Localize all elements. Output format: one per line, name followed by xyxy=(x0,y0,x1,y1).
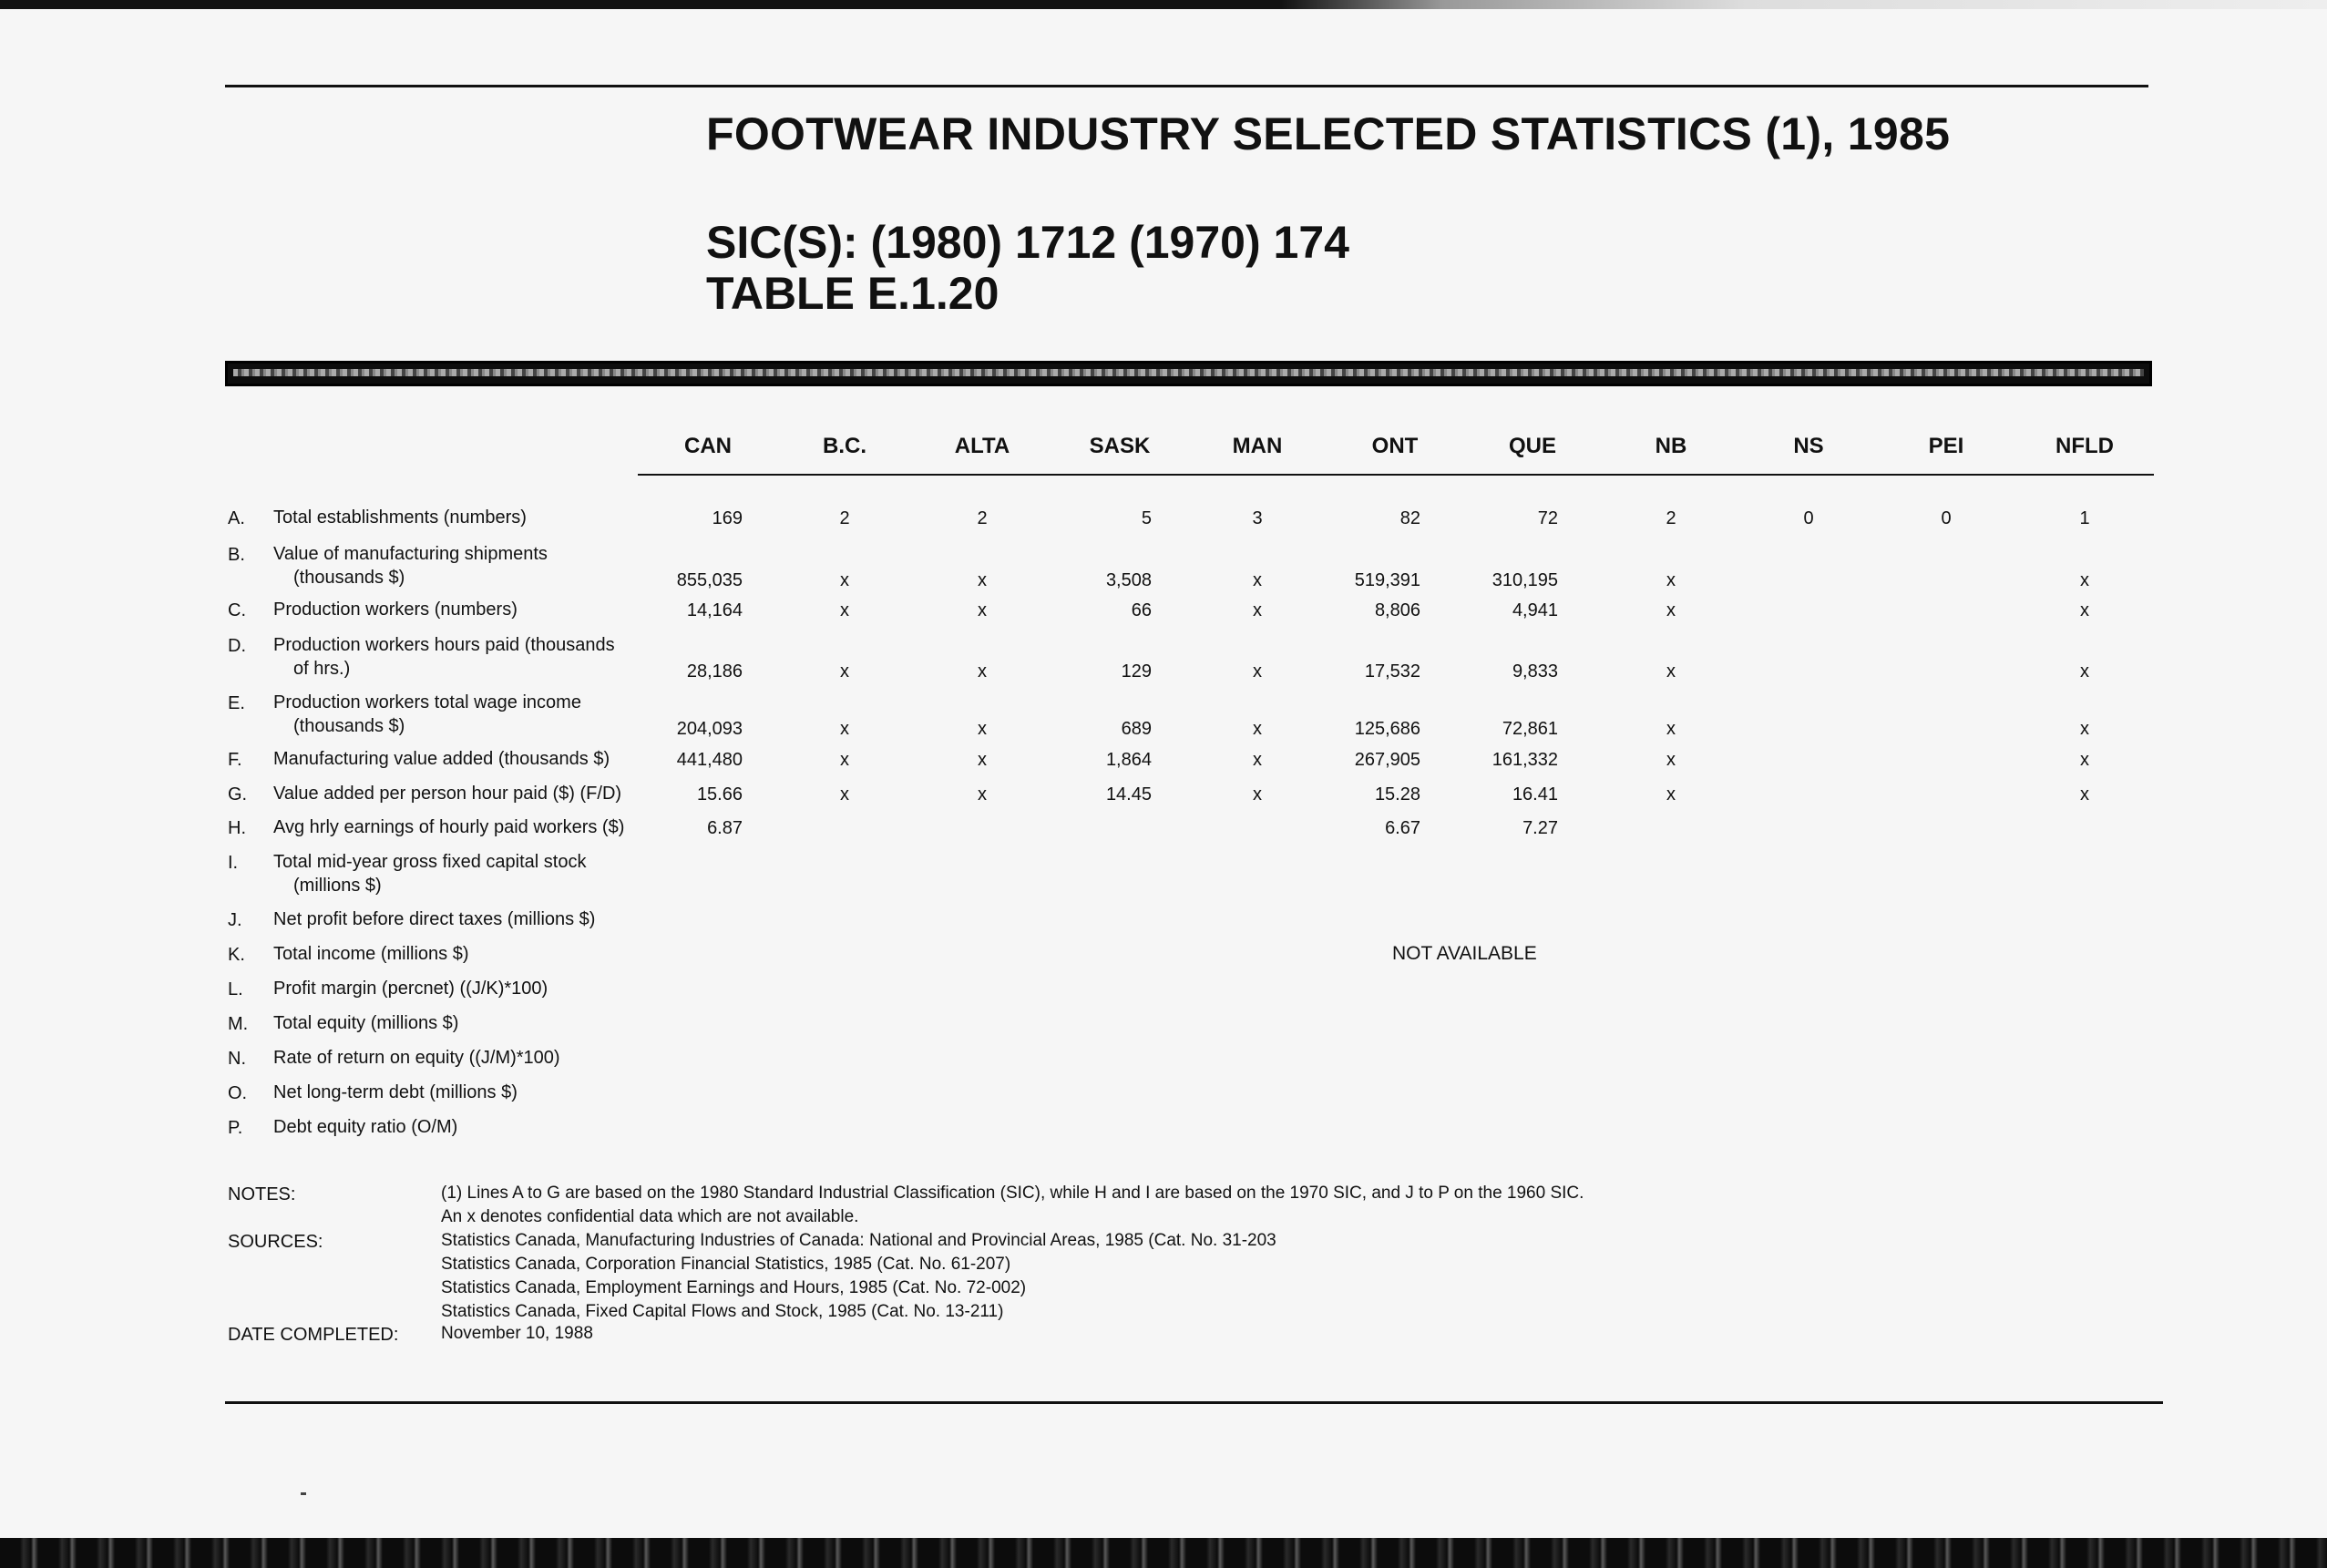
source-line: Statistics Canada, Manufacturing Industries of Canada: National and Provincial Areas, 1985 (Cat. No. 31-203 xyxy=(441,1231,1276,1250)
table-cell-sask: 129 xyxy=(1121,661,1152,682)
table-cell-alta: x xyxy=(978,750,987,770)
source-line: Statistics Canada, Employment Earnings and Hours, 1985 (Cat. No. 72-002) xyxy=(441,1278,1027,1297)
table-cell-alta: 2 xyxy=(977,508,988,528)
row-label xyxy=(273,1081,518,1104)
table-cell-nfld: x xyxy=(2080,661,2089,682)
table-cell-nfld: 1 xyxy=(2079,508,2090,528)
not-available-label: NOT AVAILABLE xyxy=(1392,943,1537,964)
row-letter: I. xyxy=(228,853,239,873)
column-header-man: MAN xyxy=(1232,434,1283,458)
table-cell-nfld: x xyxy=(2080,600,2089,620)
table-cell-alta: x xyxy=(978,719,987,739)
table-cell-ont: 6.67 xyxy=(1385,818,1420,838)
table-cell-nfld: x xyxy=(2080,750,2089,770)
column-header-can: CAN xyxy=(684,434,732,458)
column-header-ont: ONT xyxy=(1371,434,1419,458)
row-letter: N. xyxy=(228,1049,246,1069)
table-cell-man: x xyxy=(1253,719,1262,739)
row-label xyxy=(273,747,610,771)
table-cell-bc: x xyxy=(840,570,849,590)
table-cell-ont: 519,391 xyxy=(1354,570,1420,590)
table-cell-nb: x xyxy=(1666,570,1676,590)
table-cell-bc: x xyxy=(840,600,849,620)
row-label-line: Net long-term debt (millions $) xyxy=(273,1082,518,1102)
sources-label: SOURCES: xyxy=(228,1232,323,1252)
row-label xyxy=(273,542,548,589)
row-label xyxy=(273,815,624,839)
table-cell-nfld: x xyxy=(2080,784,2089,804)
row-label-line: Total income (millions $) xyxy=(273,944,469,964)
row-label-line: Production workers total wage income xyxy=(273,692,581,712)
date-completed-label: DATE COMPLETED: xyxy=(228,1325,399,1345)
column-header-que: QUE xyxy=(1508,434,1556,458)
row-label-line: Value added per person hour paid ($) (F/D) xyxy=(273,784,622,804)
source-line: Statistics Canada, Corporation Financial Statistics, 1985 (Cat. No. 61-207) xyxy=(441,1255,1011,1274)
table-cell-can: 169 xyxy=(712,508,743,528)
column-header-ns: NS xyxy=(1793,434,1824,458)
row-label xyxy=(273,977,548,1000)
row-label-line: (thousands $) xyxy=(293,568,405,588)
table-cell-man: x xyxy=(1253,600,1262,620)
table-cell-ont: 15.28 xyxy=(1374,784,1420,804)
row-label xyxy=(273,907,595,931)
table-cell-bc: x xyxy=(840,661,849,682)
table-cell-ont: 267,905 xyxy=(1354,750,1420,770)
table-cell-sask: 1,864 xyxy=(1105,750,1152,770)
row-letter: H. xyxy=(228,818,246,838)
row-label-line: (millions $) xyxy=(293,876,382,896)
date-completed-value: November 10, 1988 xyxy=(441,1324,593,1343)
table-id: TABLE E.1.20 xyxy=(706,268,999,319)
notes-label: NOTES: xyxy=(228,1184,296,1204)
row-letter: L. xyxy=(228,979,243,999)
table-cell-can: 14,164 xyxy=(686,600,743,620)
row-label-line: Rate of return on equity ((J/M)*100) xyxy=(273,1048,560,1068)
table-cell-man: 3 xyxy=(1252,508,1263,528)
row-label xyxy=(273,942,469,966)
row-label-line: Avg hrly earnings of hourly paid workers ($) xyxy=(273,817,625,837)
table-cell-alta: x xyxy=(978,661,987,682)
row-letter: F. xyxy=(228,750,242,770)
table-cell-pei: 0 xyxy=(1941,508,1952,528)
row-letter: A. xyxy=(228,508,245,528)
table-cell-nb: x xyxy=(1666,750,1676,770)
page-title: FOOTWEAR INDUSTRY SELECTED STATISTICS (1), 1985 xyxy=(706,108,1951,159)
column-header-pei: PEI xyxy=(1928,434,1964,458)
row-label xyxy=(273,1011,458,1035)
column-header-alta: ALTA xyxy=(954,434,1010,458)
header-rule xyxy=(638,474,2154,476)
column-header-bc: B.C. xyxy=(823,434,866,458)
table-cell-nb: x xyxy=(1666,661,1676,682)
header-band xyxy=(225,361,2152,386)
table-cell-ont: 8,806 xyxy=(1374,600,1420,620)
row-label-line: Total equity (millions $) xyxy=(273,1013,459,1033)
row-label xyxy=(273,691,581,738)
row-label xyxy=(273,506,527,529)
table-cell-ont: 125,686 xyxy=(1354,719,1420,739)
row-letter: P. xyxy=(228,1118,243,1138)
table-cell-bc: 2 xyxy=(839,508,850,528)
table-cell-que: 7.27 xyxy=(1522,818,1558,838)
row-letter: B. xyxy=(228,545,245,565)
table-cell-sask: 5 xyxy=(1141,508,1152,528)
row-label xyxy=(273,850,586,897)
row-label-line: Net profit before direct taxes (millions $) xyxy=(273,909,596,929)
row-label-line: Total establishments (numbers) xyxy=(273,507,527,528)
table-cell-can: 28,186 xyxy=(686,661,743,682)
table-cell-man: x xyxy=(1253,570,1262,590)
table-cell-sask: 14.45 xyxy=(1105,784,1152,804)
row-label xyxy=(273,1046,560,1070)
scan-speck xyxy=(301,1492,306,1495)
table-cell-can: 441,480 xyxy=(676,750,743,770)
table-cell-que: 16.41 xyxy=(1512,784,1558,804)
table-cell-nb: x xyxy=(1666,600,1676,620)
table-cell-nb: x xyxy=(1666,719,1676,739)
table-cell-bc: x xyxy=(840,784,849,804)
row-label xyxy=(273,1115,457,1139)
row-label-line: (thousands $) xyxy=(293,716,405,736)
row-letter: C. xyxy=(228,600,246,620)
table-cell-alta: x xyxy=(978,784,987,804)
note-line: An x denotes confidential data which are not available. xyxy=(441,1207,859,1226)
table-cell-can: 6.87 xyxy=(707,818,743,838)
column-header-sask: SASK xyxy=(1089,434,1151,458)
row-letter: K. xyxy=(228,945,245,965)
note-line: (1) Lines A to G are based on the 1980 Standard Industrial Classification (SIC), while H and I are based on the 1970 SIC, and J to P on the 1960 SIC. xyxy=(441,1184,1584,1203)
row-label xyxy=(273,633,615,681)
scan-edge-top xyxy=(0,0,2327,9)
table-cell-can: 855,035 xyxy=(676,570,743,590)
row-label xyxy=(273,782,621,805)
table-cell-que: 9,833 xyxy=(1512,661,1558,682)
table-cell-man: x xyxy=(1253,784,1262,804)
row-label-line: Debt equity ratio (O/M) xyxy=(273,1117,458,1137)
table-cell-nb: x xyxy=(1666,784,1676,804)
table-cell-can: 15.66 xyxy=(696,784,743,804)
table-cell-ont: 82 xyxy=(1399,508,1420,528)
table-cell-can: 204,093 xyxy=(676,719,743,739)
row-label-line: Production workers hours paid (thousands xyxy=(273,635,615,655)
row-letter: M. xyxy=(228,1014,249,1034)
table-cell-man: x xyxy=(1253,750,1262,770)
table-cell-alta: x xyxy=(978,600,987,620)
table-cell-que: 161,332 xyxy=(1492,750,1558,770)
table-cell-que: 72,861 xyxy=(1502,719,1558,739)
row-letter: E. xyxy=(228,693,245,713)
table-cell-alta: x xyxy=(978,570,987,590)
source-line: Statistics Canada, Fixed Capital Flows and Stock, 1985 (Cat. No. 13-211) xyxy=(441,1302,1004,1321)
row-letter: J. xyxy=(228,910,242,930)
column-header-nfld: NFLD xyxy=(2055,434,2114,458)
row-label-line: of hrs.) xyxy=(293,659,351,679)
row-label-line: Production workers (numbers) xyxy=(273,600,518,620)
table-cell-bc: x xyxy=(840,719,849,739)
row-label-line: Total mid-year gross fixed capital stock xyxy=(273,852,587,872)
table-cell-que: 72 xyxy=(1537,508,1558,528)
row-label-line: Value of manufacturing shipments xyxy=(273,544,548,564)
row-letter: G. xyxy=(228,784,248,804)
bottom-rule xyxy=(225,1401,2163,1404)
table-cell-sask: 689 xyxy=(1121,719,1152,739)
table-cell-nfld: x xyxy=(2080,719,2089,739)
table-cell-sask: 3,508 xyxy=(1105,570,1152,590)
sic-codes: SIC(S): (1980) 1712 (1970) 174 xyxy=(706,217,1349,268)
row-label-line: Profit margin (percnet) ((J/K)*100) xyxy=(273,979,548,999)
table-cell-bc: x xyxy=(840,750,849,770)
scan-edge-bottom xyxy=(0,1538,2327,1568)
row-label xyxy=(273,598,518,621)
row-letter: O. xyxy=(228,1083,248,1103)
table-cell-man: x xyxy=(1253,661,1262,682)
table-cell-ns: 0 xyxy=(1803,508,1814,528)
top-rule xyxy=(225,85,2148,87)
table-cell-nfld: x xyxy=(2080,570,2089,590)
table-cell-sask: 66 xyxy=(1131,600,1152,620)
table-cell-que: 310,195 xyxy=(1492,570,1558,590)
table-cell-que: 4,941 xyxy=(1512,600,1558,620)
row-label-line: Manufacturing value added (thousands $) xyxy=(273,749,610,769)
row-letter: D. xyxy=(228,636,246,656)
table-cell-ont: 17,532 xyxy=(1364,661,1420,682)
table-cell-nb: 2 xyxy=(1666,508,1676,528)
column-header-nb: NB xyxy=(1655,434,1687,458)
